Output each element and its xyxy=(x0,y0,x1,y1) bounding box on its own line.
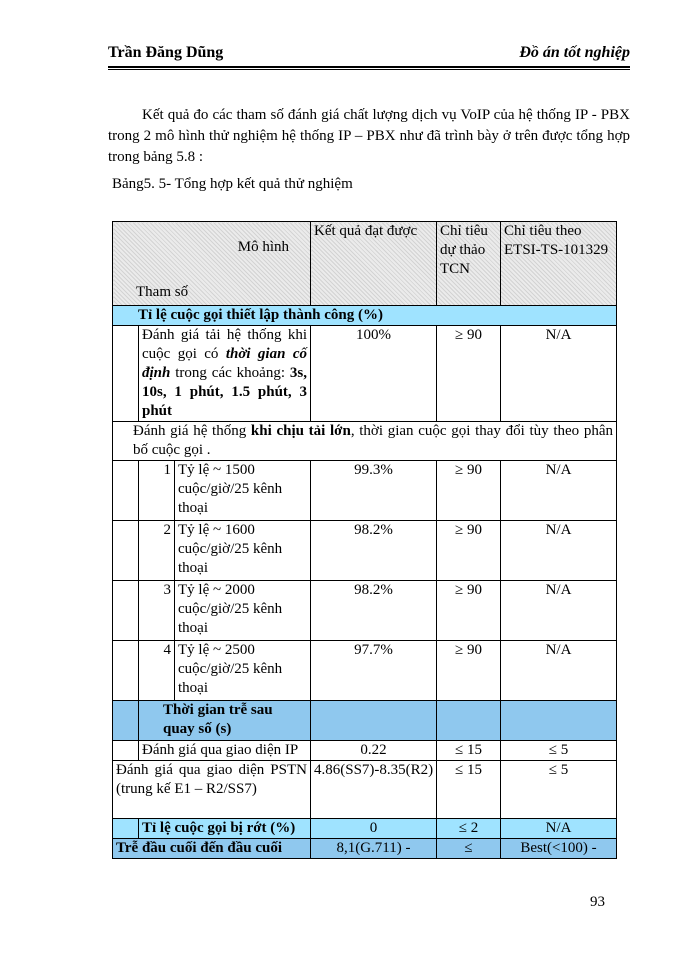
table-row xyxy=(113,819,617,839)
header-param: Tham số xyxy=(136,284,189,300)
header-rule xyxy=(108,66,630,68)
section-post-dial-delay xyxy=(113,701,617,741)
header-etsi: Chỉ tiêu theo ETSI-TS-101329 xyxy=(501,222,617,306)
row-result: 98.2% xyxy=(311,581,437,641)
table-row xyxy=(113,761,617,819)
section-success-rate xyxy=(113,306,617,326)
row-tcn: ≥ 90 xyxy=(437,326,501,422)
header-diagonal-cell xyxy=(113,222,311,306)
row-result: 4.86(SS7)-8.35(R2) xyxy=(311,761,437,819)
row-number: 3 xyxy=(139,581,175,641)
row-result: 99.3% xyxy=(311,461,437,521)
table-row xyxy=(113,741,617,761)
row-tcn: ≤ 15 xyxy=(437,741,501,761)
table-row xyxy=(113,422,617,461)
indent-cell xyxy=(113,741,139,761)
header-model: Mô hình xyxy=(237,239,289,255)
results-table xyxy=(112,221,617,859)
row-result: 98.2% xyxy=(311,521,437,581)
header-tcn: Chỉ tiêu dự thảo TCN xyxy=(437,222,501,306)
row-etsi: ≤ 5 xyxy=(501,741,617,761)
header-result: Kết quả đạt được xyxy=(311,222,437,306)
intro-paragraph: Kết quả đo các tham số đánh giá chất lượng dịch vụ VoIP của hệ thống IP - PBX trong 2 mô hình thử nghiệm hệ thống IP – PBX như đã trình bày ở trên được tổng hợp trong bảng 5.8 : xyxy=(108,107,630,165)
row-etsi: N/A xyxy=(501,521,617,581)
indent-cell xyxy=(113,326,139,422)
indent-cell xyxy=(113,521,139,581)
table-row xyxy=(113,641,617,701)
row-result: 97.7% xyxy=(311,641,437,701)
section-title: Thời gian trễ sau quay số (s) xyxy=(139,701,311,741)
row-etsi: N/A xyxy=(501,641,617,701)
indent-cell xyxy=(113,641,139,701)
row-tcn: ≤ xyxy=(437,839,501,859)
row-result: 0.22 xyxy=(311,741,437,761)
row-etsi: ≤ 5 xyxy=(501,761,617,819)
table-row xyxy=(113,461,617,521)
table-row xyxy=(113,521,617,581)
page-number: 93 xyxy=(590,894,605,910)
page-header xyxy=(108,44,630,68)
row-desc: Đánh giá qua giao diện PSTN (trung kế E1 – R2/SS7) xyxy=(113,761,311,819)
row-tcn: ≥ 90 xyxy=(437,521,501,581)
table-header-row xyxy=(113,222,617,306)
row-tcn: ≤ 2 xyxy=(437,819,501,839)
row-tcn: ≥ 90 xyxy=(437,581,501,641)
header-title: Đồ án tốt nghiệp xyxy=(519,44,630,61)
row-tcn: ≥ 90 xyxy=(437,641,501,701)
row-desc: Tỷ lệ ~ 2000 cuộc/giờ/25 kênh thoại xyxy=(175,581,311,641)
row-etsi: N/A xyxy=(501,581,617,641)
row-result: 100% xyxy=(311,326,437,422)
table-row xyxy=(113,581,617,641)
row-desc: Tỉ lệ cuộc gọi bị rớt (%) xyxy=(139,819,311,839)
row-load-desc: Đánh giá hệ thống khi chịu tải lớn, thời gian cuộc gọi thay đổi tùy theo phân bố cuộc gọi . xyxy=(113,422,617,461)
row-desc: Tỷ lệ ~ 1500 cuộc/giờ/25 kênh thoại xyxy=(175,461,311,521)
row-result: 8,1(G.711) - xyxy=(311,839,437,859)
row-etsi: Best(<100) - xyxy=(501,839,617,859)
row-desc: Tỷ lệ ~ 1600 cuộc/giờ/25 kênh thoại xyxy=(175,521,311,581)
row-tcn: ≥ 90 xyxy=(437,461,501,521)
indent-cell xyxy=(113,461,139,521)
row-etsi: N/A xyxy=(501,819,617,839)
table-row xyxy=(113,839,617,859)
row-result: 0 xyxy=(311,819,437,839)
row-number: 4 xyxy=(139,641,175,701)
header-author: Trần Đăng Dũng xyxy=(108,44,224,61)
indent-cell xyxy=(113,581,139,641)
row-number: 1 xyxy=(139,461,175,521)
row-desc: Đánh giá qua giao diện IP xyxy=(139,741,311,761)
table-caption: Bảng5. 5- Tổng hợp kết quả thử nghiệm xyxy=(112,176,353,192)
row-etsi: N/A xyxy=(501,461,617,521)
indent-cell xyxy=(113,819,139,839)
row-tcn: ≤ 15 xyxy=(437,761,501,819)
indent-cell xyxy=(113,701,139,741)
row-etsi: N/A xyxy=(501,326,617,422)
table-row xyxy=(113,326,617,422)
row-desc: Đánh giá tải hệ thống khi cuộc gọi có thời gian cố định trong các khoảng: 3s, 10s, 1 phút, 1.5 phút, 3 phút xyxy=(139,326,311,422)
header-rule-thin xyxy=(108,69,630,70)
row-desc: Trễ đầu cuối đến đầu cuối xyxy=(113,839,311,859)
section-title: Tỉ lệ cuộc gọi thiết lập thành công (%) xyxy=(113,306,617,326)
row-desc: Tỷ lệ ~ 2500 cuộc/giờ/25 kênh thoại xyxy=(175,641,311,701)
row-number: 2 xyxy=(139,521,175,581)
